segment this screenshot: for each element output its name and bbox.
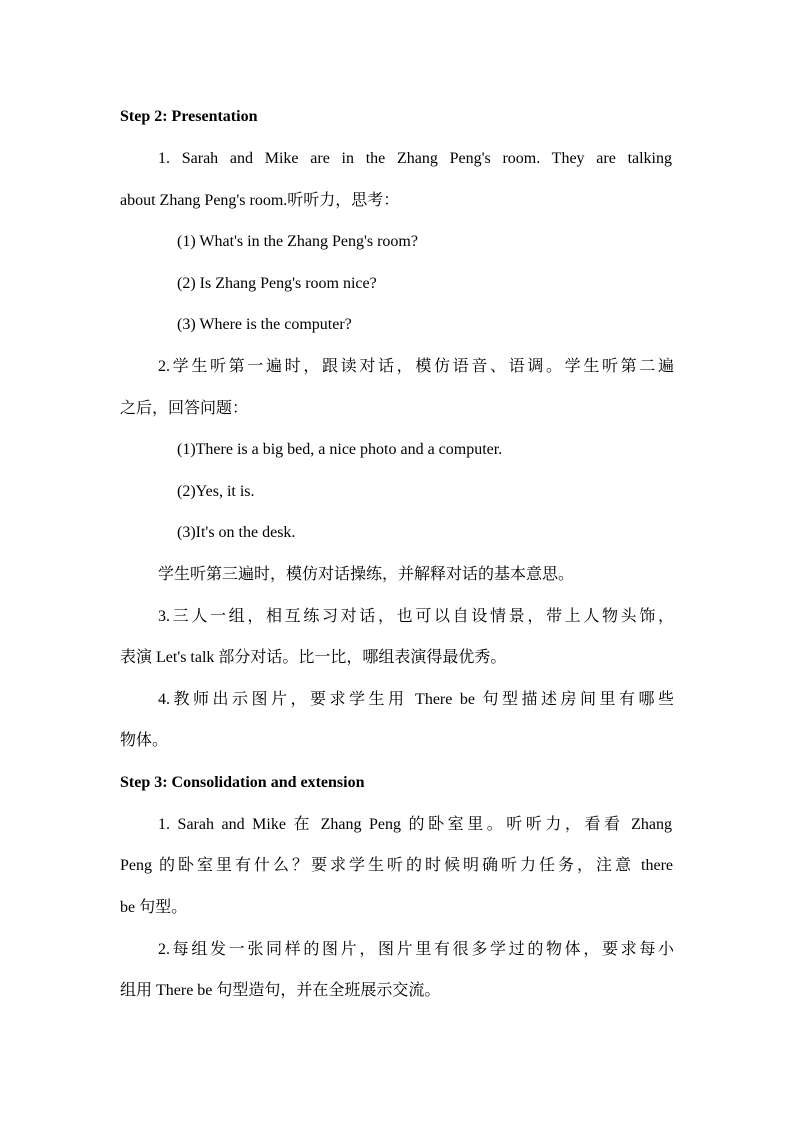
step2-paragraph-5-line-1: 4.教师出示图片，要求学生用 There be 句型描述房间里有哪些: [158, 691, 674, 708]
step2-paragraph-4-line-2: 表演 Let's talk 部分对话。比一比，哪组表演得最优秀。: [120, 649, 507, 666]
step3-paragraph-1-line-3: be 句型。: [120, 899, 188, 916]
step3-paragraph-1-line-1: 1. Sarah and Mike 在 Zhang Peng 的卧室里。听听力，看看 Zhang: [158, 816, 672, 833]
step3-paragraph-1-line-2: Peng 的卧室里有什么？要求学生听的时候明确听力任务，注意 there: [120, 857, 673, 874]
step2-paragraph-2-line-2: 之后，回答问题：: [120, 400, 249, 417]
step2-question-2: (2) Is Zhang Peng's room nice?: [177, 275, 377, 292]
step2-answer-1: (1)There is a big bed, a nice photo and a computer.: [177, 441, 503, 458]
step3-paragraph-2-line-1: 2.每组发一张同样的图片，图片里有很多学过的物体，要求每小: [158, 941, 674, 958]
step2-paragraph-1-line-2: about Zhang Peng's room.听听力，思考：: [120, 192, 400, 209]
step2-paragraph-4-line-1: 3.三人一组，相互练习对话，也可以自设情景，带上人物头饰，: [158, 608, 674, 625]
step2-answer-2: (2)Yes, it is.: [177, 483, 255, 500]
step2-paragraph-5-line-2: 物体。: [120, 732, 169, 749]
step2-paragraph-1-line-1: 1. Sarah and Mike are in the Zhang Peng's room. They are talking: [158, 150, 672, 167]
step2-question-1: (1) What's in the Zhang Peng's room?: [177, 233, 418, 250]
step2-answer-3: (3)It's on the desk.: [177, 524, 296, 541]
step2-paragraph-2-line-1: 2.学生听第一遍时，跟读对话，模仿语音、语调。学生听第二遍: [158, 358, 674, 375]
step3-paragraph-2-line-2: 组用 There be 句型造句，并在全班展示交流。: [120, 982, 441, 999]
step2-heading: Step 2: Presentation: [120, 108, 258, 125]
step2-question-3: (3) Where is the computer?: [177, 316, 352, 333]
step3-heading: Step 3: Consolidation and extension: [120, 774, 365, 791]
step2-paragraph-3: 学生听第三遍时，模仿对话操练，并解释对话的基本意思。: [158, 566, 575, 583]
